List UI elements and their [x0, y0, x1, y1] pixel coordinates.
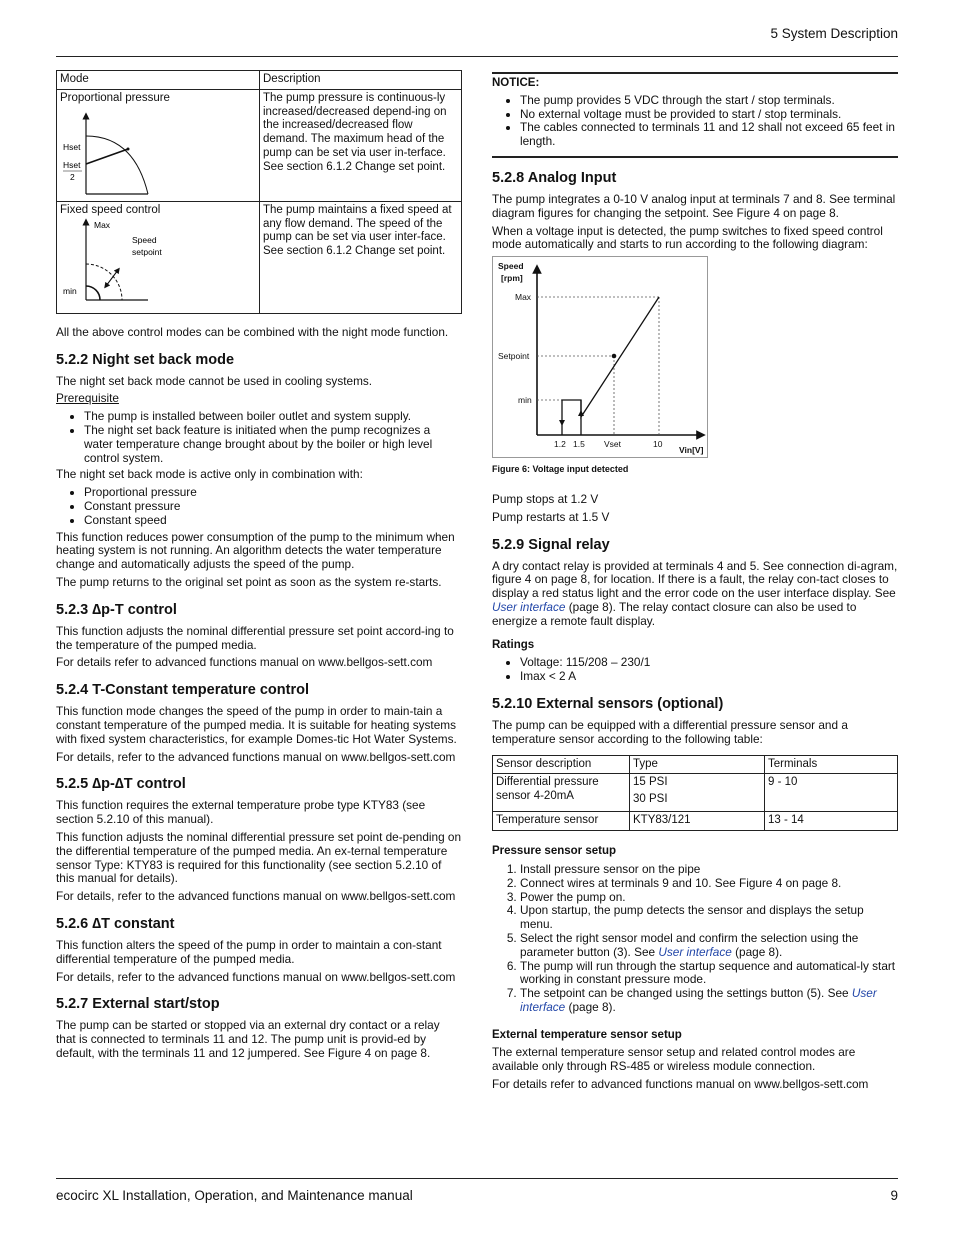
table-cell: 9 - 10 [765, 774, 898, 812]
paragraph: The external temperature sensor setup and related control modes are available only through RS-485 or wireless module connection. [492, 1045, 856, 1074]
half-divisor: 2 [70, 171, 75, 182]
list-item: • Proportional pressure [84, 486, 462, 500]
description-header: Description [260, 71, 462, 90]
text-span: Select the right sensor model and confirm the selection using the parameter button (3). See [520, 930, 859, 959]
paragraph: This function requires the external temperature probe type KTY83 (see section 5.2.10 of this manual). [56, 798, 426, 827]
notice-title: NOTICE: [492, 77, 540, 89]
y-axis-unit: [rpm] [501, 273, 523, 284]
page-header [56, 26, 898, 57]
paragraph: This function adjusts the nominal differential pressure set point de-pending on the differential temperature of the pumped media. An ex-ternal temperature sensor Type: KTY83 is required for this functionality (see section 5.2.10 of this manual for details). [56, 829, 462, 886]
mode-cell [57, 89, 260, 201]
paragraph: The pump can be equipped with a differential pressure sensor and a temperature sensor according to the following table: [492, 717, 848, 746]
paragraph [492, 560, 898, 629]
left-column [56, 70, 462, 1065]
x-tick-1-2: 1.2 [554, 439, 566, 450]
subheading: External temperature sensor setup [492, 1028, 682, 1041]
text-span: (page 8). [731, 944, 783, 959]
list-item: 1. Install pressure sensor on the pipe [520, 863, 898, 877]
x-axis-title: Vin[V] [679, 445, 704, 456]
paragraph: Pump stops at 1.2 V [492, 491, 599, 506]
list-item: • The pump provides 5 VDC through the start / stop terminals. [520, 94, 898, 108]
section-heading: 5.2.7 External start/stop [56, 996, 220, 1013]
text-span: The setpoint can be changed using the settings button (5). See [520, 986, 852, 1001]
setup-steps [492, 863, 898, 1015]
type-value: 30 PSI [633, 793, 668, 806]
text-span: A dry contact relay is provided at terminals 4 and 5. See connection di-agram, figure 4 on page 8, for location. If there is a fault, the relay con-tact closes to display a red status light and the error code on the user interface display. See [492, 558, 898, 601]
paragraph: For details, refer to the advanced functions manual on www.bellgos-sett.com [56, 889, 456, 904]
proportional-pressure-diagram [60, 106, 180, 196]
setpoint-label: setpoint [132, 246, 162, 257]
table-row [493, 812, 898, 831]
figure-caption: Figure 6: Voltage input detected [492, 464, 629, 475]
ratings-list [492, 656, 898, 684]
type-value: 15 PSI [633, 776, 668, 789]
x-tick-10: 10 [653, 439, 663, 450]
section-heading: 5.2.10 External sensors (optional) [492, 695, 724, 712]
user-interface-link[interactable]: User interface [492, 599, 566, 614]
notice-list [492, 94, 898, 149]
min-label: min [63, 285, 77, 296]
page-footer [56, 1178, 898, 1203]
section-heading: 5.2.9 Signal relay [492, 536, 610, 553]
table-cell: 13 - 14 [765, 812, 898, 831]
notice-box [492, 72, 898, 158]
setpoint-tick: Setpoint [498, 351, 530, 362]
fixed-speed-diagram [60, 218, 180, 302]
list-item: 4. Upon startup, the pump detects the sensor and displays the setup menu. [520, 904, 898, 932]
manual-title: ecocirc XL Installation, Operation, and Maintenance manual [56, 1188, 413, 1203]
list-item: • The cables connected to terminals 11 and 12 shall not exceed 65 feet in length. [520, 121, 898, 149]
list-item [520, 932, 898, 960]
subheading: Pressure sensor setup [492, 845, 617, 858]
list-item: 6. The pump will run through the startup sequence and automatical-ly start working in constant pressure mode. [520, 960, 898, 988]
table-cell: KTY83/121 [630, 812, 765, 831]
voltage-speed-diagram [493, 257, 707, 457]
speed-label: Speed [132, 234, 157, 245]
max-tick: Max [515, 292, 532, 303]
prerequisite-label: Prerequisite [56, 391, 119, 406]
paragraph: For details refer to advanced functions manual on www.bellgos-sett.com [492, 1077, 869, 1092]
min-tick: min [518, 395, 532, 406]
section-heading: 5.2.4 T-Constant temperature control [56, 682, 309, 699]
paragraph: For details refer to advanced functions manual on www.bellgos-sett.com [56, 655, 433, 670]
list-item: 3. Power the pump on. [520, 891, 898, 905]
hset-label: Hset [63, 141, 81, 152]
user-interface-link[interactable]: User interface [658, 944, 732, 959]
page-number: 9 [890, 1188, 898, 1203]
max-label: Max [94, 219, 111, 230]
section-heading: 5.2.5 ∆p-∆T control [56, 776, 186, 793]
user-interface-link[interactable]: User interface [520, 986, 877, 1014]
paragraph: This function alters the speed of the pump in order to maintain a con-stant differential temperature of the pumped media. [56, 937, 442, 966]
mode-list [56, 486, 462, 527]
mode-table [56, 70, 462, 314]
list-item: • Voltage: 115/208 – 230/1 [520, 656, 898, 670]
section-heading: 5.2.8 Analog Input [492, 169, 617, 186]
mode-cell [57, 201, 260, 313]
table-header: Terminals [765, 755, 898, 774]
list-item: • The pump is installed between boiler outlet and system supply. [84, 410, 462, 424]
paragraph: Pump restarts at 1.5 V [492, 509, 610, 524]
list-item: • No external voltage must be provided to start / stop terminals. [520, 108, 898, 122]
y-axis-title: Speed [498, 261, 524, 272]
table-header: Sensor description [493, 755, 630, 774]
table-cell [630, 774, 765, 812]
hset-half-label: Hset [63, 159, 81, 170]
section-heading: 5.2.6 ∆T constant [56, 915, 175, 932]
paragraph: The pump integrates a 0-10 V analog input at terminals 7 and 8. See terminal diagram figures for changing the setpoint. See Figure 4 on page 8. [492, 191, 896, 220]
paragraph: This function mode changes the speed of the pump in order to main-tain a constant temperature of the pumped media. It is suitable for heating systems with fixed system characteristics, for example Domes-tic Hot Water Systems. [56, 704, 457, 746]
analog-input-figure [492, 256, 708, 458]
paragraph: The night set back mode is active only in combination with: [56, 467, 363, 482]
mode-header: Mode [57, 71, 260, 90]
prerequisite-list [56, 410, 462, 465]
right-column [492, 72, 898, 1096]
text-span: (page 8). [565, 999, 616, 1014]
table-cell: Temperature sensor [493, 812, 630, 831]
description-cell: The pump maintains a fixed speed at any flow demand. The speed of the pump can be set via user inter-face. See section 6.1.2 Change set point. [260, 201, 462, 313]
section-heading: 5.2.2 Night set back mode [56, 351, 235, 368]
table-header: Type [630, 755, 765, 774]
paragraph: The pump returns to the original set point as soon as the system re-starts. [56, 574, 442, 589]
description-cell: The pump pressure is continuous-ly increased/decreased depend-ing on the increased/decreased flow demand. The maximum head of the pump can be set via user in-terface. See section 6.1.2 Change set point. [260, 89, 462, 201]
table-row [493, 774, 898, 812]
list-item: • Constant speed [84, 514, 462, 528]
list-item: • Imax < 2 A [520, 670, 898, 684]
list-item: • Constant pressure [84, 500, 462, 514]
list-item [520, 987, 898, 1015]
mode-name: Proportional pressure [60, 91, 170, 104]
paragraph: All the above control modes can be combined with the night mode function. [56, 324, 449, 339]
table-cell: Differential pressure sensor 4-20mA [493, 774, 630, 812]
paragraph: When a voltage input is detected, the pump switches to fixed speed control mode automatically and starts to run according to the following diagram: [492, 223, 883, 252]
paragraph: This function reduces power consumption of the pump to the minimum when heating system is not running. An algorithm detects the water temperature change and automatically adjusts the speed of the pump. [56, 529, 455, 572]
section-title: 5 System Description [770, 26, 898, 41]
list-item: • The night set back feature is initiated when the pump recognizes a water temperature change brought about by the boiler or high level control system. [84, 424, 462, 465]
x-tick-vset: Vset [604, 439, 622, 450]
sensor-table [492, 755, 898, 832]
paragraph: This function adjusts the nominal differential pressure set point accord-ing to the temperature of the pumped media. [56, 623, 454, 652]
text-span: (page 8). The relay contact closure can also be used to energize a remote fault display. [492, 599, 857, 628]
paragraph: The pump can be started or stopped via an external dry contact or a relay that is connected to terminals 11 and 12. The pump unit is provid-ed by default, with the terminals 11 and 12 jumpered. See Figure 4 on page 8. [56, 1018, 440, 1060]
subheading: Ratings [492, 638, 535, 651]
paragraph: For details, refer to the advanced functions manual on www.bellgos-sett.com [56, 749, 456, 764]
section-heading: 5.2.3 ∆p-T control [56, 601, 177, 618]
mode-name: Fixed speed control [60, 203, 161, 216]
paragraph: For details, refer to the advanced functions manual on www.bellgos-sett.com [56, 969, 456, 984]
list-item: 2. Connect wires at terminals 9 and 10. See Figure 4 on page 8. [520, 877, 898, 891]
paragraph: The night set back mode cannot be used in cooling systems. [56, 373, 373, 388]
x-tick-1-5: 1.5 [573, 439, 585, 450]
